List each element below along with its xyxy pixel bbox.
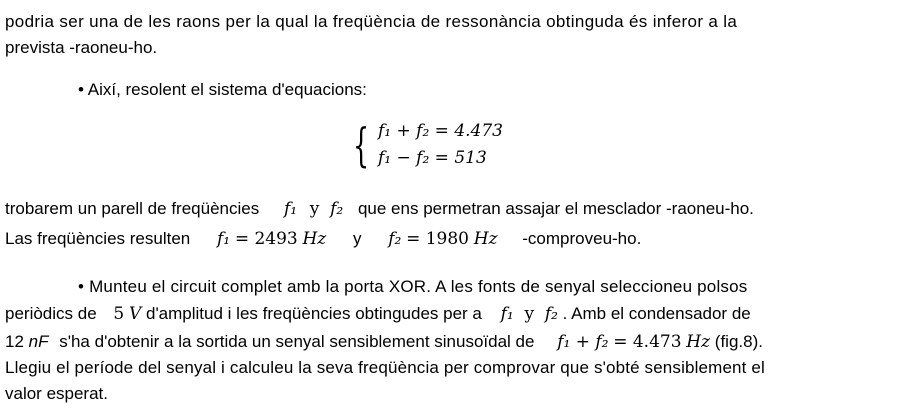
paragraph-3-line-2 <box>5 304 751 324</box>
text-capacitor: . Amb el condensador de <box>562 304 751 323</box>
text-check: -comproveu-ho. <box>522 229 642 248</box>
word-y-2: y <box>353 229 362 248</box>
sum-unit: Hz <box>686 332 711 352</box>
text-output-signal: s'ha d'obtenir a la sortida un senyal sensiblement sinusoïdal de <box>59 332 535 351</box>
paragraph-3-line-1: • Munteu el circuit complet amb la porta XOR. A les fonts de senyal seleccioneu polsos <box>78 277 748 296</box>
capacitance-value: 12 <box>5 332 24 351</box>
equation-sum: f₁ + f₂ = 4.473 <box>378 121 503 141</box>
system-brace: { <box>353 118 370 172</box>
text-frequency-pair: trobarem un parell de freqüències <box>5 199 260 218</box>
f1-unit: Hz <box>302 229 327 249</box>
bullet-system-intro: • Així, resolent el sistema d'equacions: <box>78 80 367 99</box>
symbol-f1: f₁ <box>283 199 298 219</box>
paragraph-3-line-4: Llegiu el període del senyal i calculeu la seva freqüència per comprovar que s'obté sensiblement el <box>5 358 765 377</box>
paragraph-1-line-1: podria ser una de les raons per la qual la freqüència de ressonància obtinguda és inferor a la <box>5 12 738 31</box>
symbol-f1-p3: f₁ <box>500 304 514 324</box>
sum-expression: f₁ + f₂ <box>557 332 609 352</box>
symbol-f2-value: f₂ <box>388 229 402 249</box>
word-y: y <box>309 199 320 219</box>
amplitude-unit: V <box>128 304 142 324</box>
text-amplitude: d'amplitud i les freqüències obtingudes per a <box>145 304 482 323</box>
symbol-f2-p3: f₂ <box>544 304 558 324</box>
paragraph-3-line-3 <box>5 332 763 352</box>
amplitude-value: 5 <box>113 304 125 324</box>
paragraph-1-line-2: prevista -raoneu-ho. <box>5 38 158 57</box>
text-frequencies-result: Las freqüències resulten <box>5 229 191 248</box>
word-y-p3: y <box>524 304 535 324</box>
equation-difference: f₁ − f₂ = 513 <box>378 148 487 168</box>
symbol-f2: f₂ <box>330 199 344 219</box>
capacitance-unit: nF <box>28 332 49 351</box>
f2-value: = 1980 <box>406 229 469 249</box>
paragraph-2-line-1 <box>5 199 754 219</box>
text-periodic: periòdics de <box>5 304 97 323</box>
symbol-f1-value: f₁ <box>216 229 231 249</box>
paragraph-2-line-2 <box>5 229 641 249</box>
paragraph-3-line-5: valor esperat. <box>5 384 108 403</box>
text-mixer: que ens permetran assajar el mesclador -raoneu-ho. <box>357 199 754 218</box>
sum-value: = 4.473 <box>613 332 682 352</box>
f2-unit: Hz <box>473 229 498 249</box>
f1-value: = 2493 <box>234 229 298 249</box>
figure-reference: (fig.8). <box>714 332 763 351</box>
